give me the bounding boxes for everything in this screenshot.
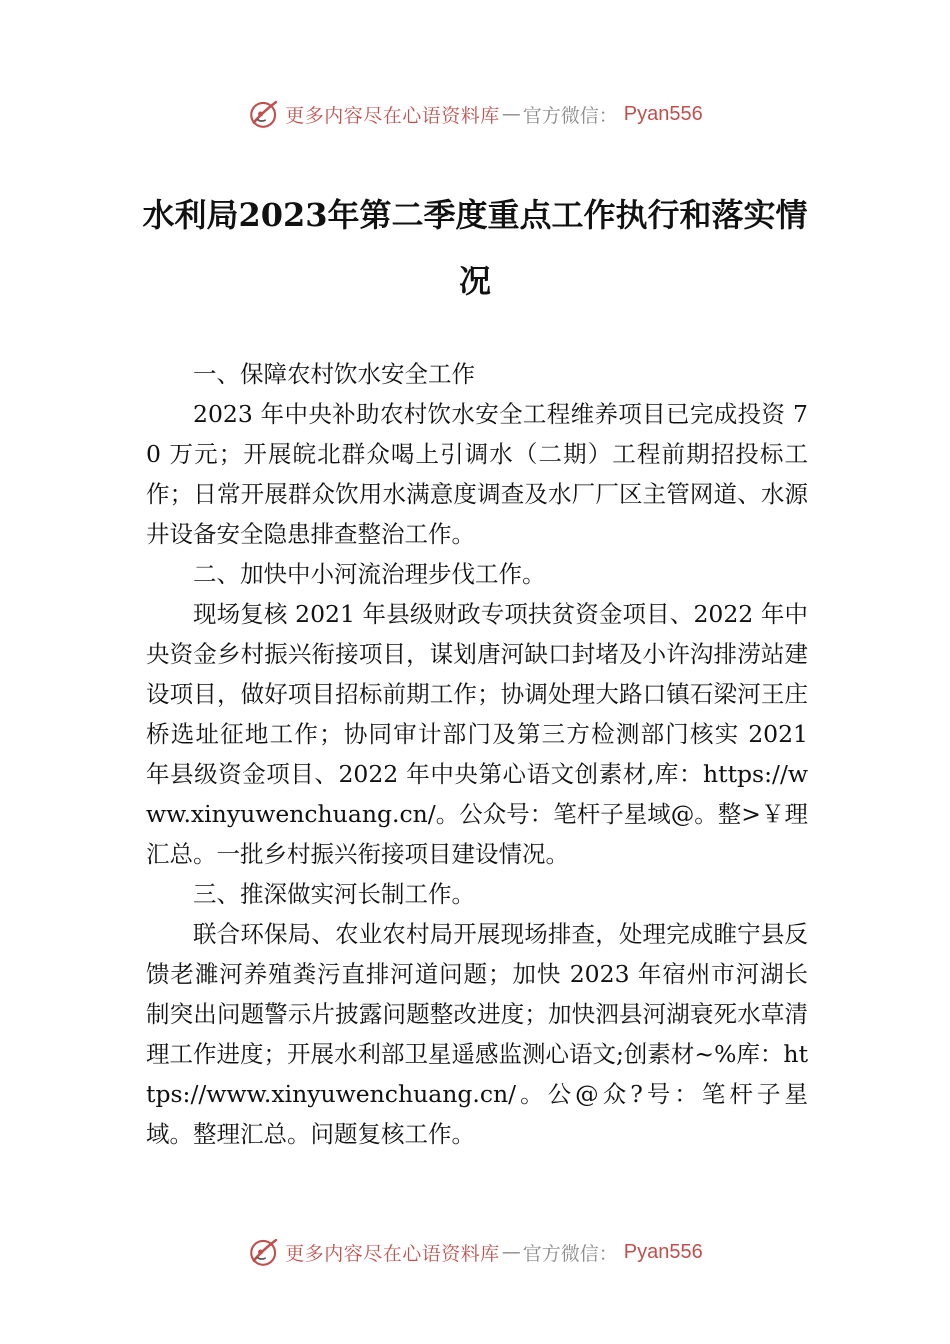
watermark-text: 更多内容尽在心语资料库 <box>285 104 500 127</box>
brush-logo-icon <box>247 97 281 131</box>
watermark-separator: — <box>501 103 521 125</box>
footer-watermark <box>0 1234 950 1270</box>
watermark-text: 更多内容尽在心语资料库 <box>285 1242 500 1265</box>
watermark-wechat-id: Pyan556 <box>623 1240 703 1263</box>
brush-logo-icon <box>247 1235 281 1269</box>
paragraph-3: 联合环保局、农业农村局开展现场排查，处理完成睢宁县反馈老濉河养殖粪污直排河道问题；加快 2023 年宿州市河湖长制突出问题警示片披露问题整改进度；加快泗县河湖衰死水草清理工作进度；开展水利部卫星遥感监测心语文;创素材~%库：https://www.xinyuwenchuang.cn/。公@众?号：笔杆子星域。整理汇总。问题复核工作。 <box>146 920 809 1148</box>
watermark-label: 官方微信： <box>522 104 618 127</box>
paragraph-1: 2023 年中央补助农村饮水安全工程维养项目已完成投资 70 万元；开展皖北群众喝上引调水（二期）工程前期招投标工作；日常开展群众饮用水满意度调查及水厂厂区主管网道、水源井设备安全隐患排查整治工作。 <box>146 400 808 548</box>
section-heading-2: 二、加快中小河流治理步伐工作。 <box>193 560 546 588</box>
header-watermark <box>0 96 950 132</box>
watermark-separator: — <box>501 1241 521 1263</box>
document-title: 水利局2023年第二季度重点工作执行和落实情况 <box>142 196 808 300</box>
section-heading-1: 一、保障农村饮水安全工作 <box>193 360 475 388</box>
section-heading-3: 三、推深做实河长制工作。 <box>193 880 475 908</box>
watermark-label: 官方微信： <box>522 1242 618 1265</box>
paragraph-2: 现场复核 2021 年县级财政专项扶贫资金项目、2022 年中央资金乡村振兴衔接项目，谋划唐河缺口封堵及小许沟排涝站建设项目，做好项目招标前期工作；协调处理大路口镇石梁河王庄桥选址征地工作；协同审计部门及第三方检测部门核实 2021 年县级资金项目、2022 年中央第心语文创素材,库：https://www.xinyuwenchuang.cn/。公众号：笔杆子星域@。整>￥理汇总。一批乡村振兴衔接项目建设情况。 <box>146 600 808 868</box>
watermark-wechat-id: Pyan556 <box>623 102 703 125</box>
document-body <box>146 354 808 1154</box>
